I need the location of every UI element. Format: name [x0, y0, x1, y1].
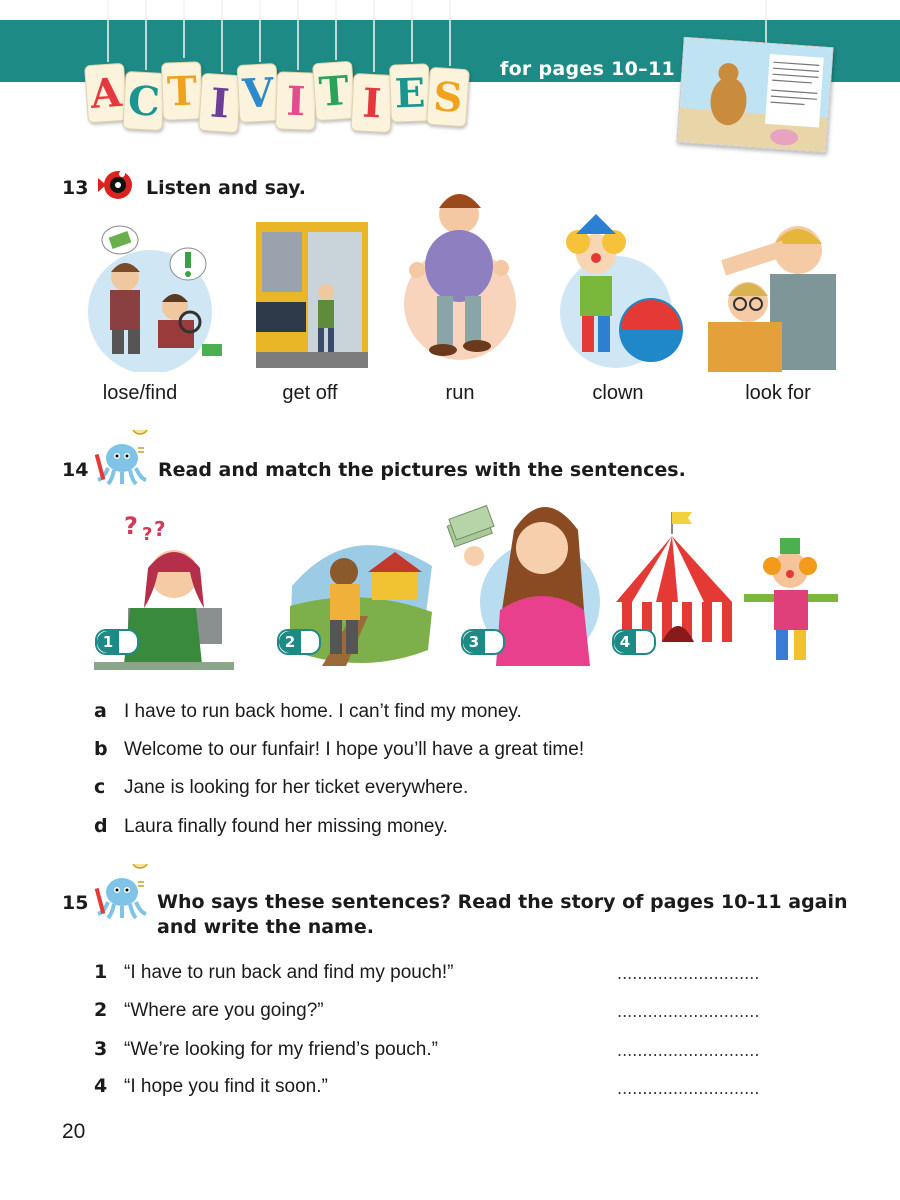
- title-letter: S: [426, 67, 470, 128]
- quote-1: 1 “I have to run back and find my pouch!”: [94, 961, 454, 983]
- answer-blank-2[interactable]: ............................: [617, 1002, 760, 1021]
- exercise-15-instruction-line2: and write the name.: [157, 916, 374, 938]
- exercise-13-instruction: Listen and say.: [146, 177, 307, 199]
- sentence-d: d Laura finally found her missing money.: [94, 815, 448, 837]
- title-letter: I: [351, 73, 394, 133]
- title-letter: C: [123, 71, 166, 131]
- title-letter: A: [84, 63, 128, 124]
- answer-blank-1[interactable]: ............................: [617, 964, 760, 983]
- page-number: 20: [62, 1120, 86, 1143]
- title-letter: T: [161, 61, 203, 120]
- picture-number-badge: 2: [277, 629, 321, 655]
- picture-number-badge: 4: [612, 629, 656, 655]
- octopus-reading-icon: [92, 430, 156, 488]
- quote-3: 3 “We’re looking for my friend’s pouch.”: [94, 1038, 438, 1060]
- look-for-picture: [708, 210, 842, 372]
- answer-blank-4[interactable]: ............................: [617, 1079, 760, 1098]
- story-page-thumbnail: [676, 37, 833, 153]
- sentence-b: b Welcome to our funfair! I hope you’ll have a great time!: [94, 738, 585, 760]
- exercise-14-number: 14: [62, 459, 89, 481]
- run-picture: [395, 184, 525, 374]
- title-letter: I: [198, 73, 242, 134]
- picture-number-badge: 1: [95, 629, 139, 655]
- get-off-picture: [256, 222, 368, 368]
- exercise-14-instruction: Read and match the pictures with the sentences.: [158, 459, 686, 481]
- answer-blank-3[interactable]: ............................: [617, 1041, 760, 1060]
- caption-run: run: [445, 382, 475, 404]
- exercise-15-number: 15: [62, 892, 89, 914]
- sentence-a: a I have to run back home. I can’t find my money.: [94, 700, 522, 722]
- pages-subtitle: for pages 10–11: [500, 58, 676, 80]
- caption-lose-find: lose/find: [102, 382, 178, 404]
- audio-icon[interactable]: [94, 168, 136, 202]
- exercise-13-number: 13: [62, 177, 89, 199]
- title-letter: E: [389, 63, 431, 122]
- title-letter: T: [312, 61, 356, 122]
- svg-text:?: ?: [154, 517, 166, 541]
- octopus-reading-icon: [92, 864, 156, 922]
- picture-number-badge: 3: [461, 629, 505, 655]
- quote-4: 4 “I hope you find it soon.”: [94, 1075, 328, 1097]
- quote-2: 2 “Where are you going?”: [94, 999, 324, 1021]
- sentence-c: c Jane is looking for her ticket everywhere.: [94, 776, 469, 798]
- title-letter: I: [275, 71, 317, 130]
- clown-picture: [546, 212, 692, 372]
- svg-text:?: ?: [124, 512, 138, 540]
- caption-clown: clown: [592, 382, 644, 404]
- caption-look-for: look for: [745, 382, 811, 404]
- title-letter: V: [237, 63, 280, 123]
- svg-text:?: ?: [142, 524, 153, 545]
- caption-get-off: get off: [282, 382, 338, 404]
- lose-find-picture: [70, 212, 230, 372]
- exercise-15-instruction-line1: Who says these sentences? Read the story of pages 10-11 again: [157, 891, 848, 913]
